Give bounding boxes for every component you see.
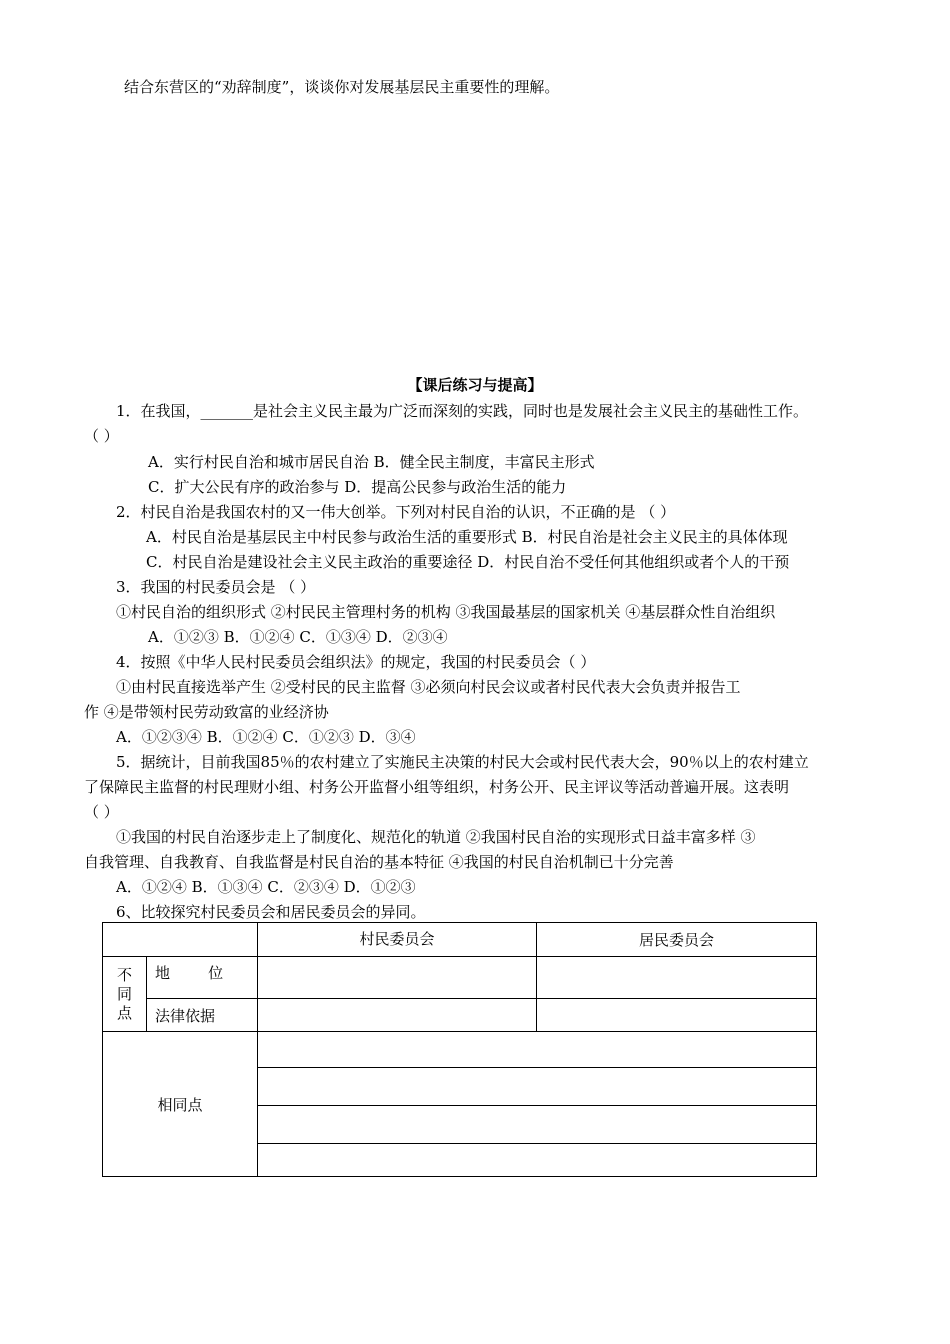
- q3-stem: 3．我国的村民委员会是 （ ）: [116, 578, 316, 596]
- status-village-answer-cell[interactable]: [258, 957, 537, 999]
- q4-items-line2: 作 ④是带领村民劳动致富的业经济协: [84, 703, 329, 721]
- similarities-answer-line-1[interactable]: [258, 1032, 817, 1068]
- q4-items-line1: ①由村民直接选举产生 ②受村民的民主监督 ③必须向村民会议或者村民代表大会负责并报告工: [116, 678, 741, 696]
- q4-stem: 4．按照《中华人民村民委员会组织法》的规定，我国的村民委员会（ ）: [116, 653, 596, 671]
- q5-stem-line2: 了保障民主监督的村民理财小组、村务公开监督小组等组织，村务公开、民主评议等活动普遍开展。这表明: [84, 778, 790, 796]
- q5-items-line2: 自我管理、自我教育、自我监督是村民自治的基本特征 ④我国的村民自治机制已十分完善: [84, 853, 674, 871]
- row-status-label: 地 位: [147, 957, 258, 999]
- status-resident-answer-cell[interactable]: [537, 957, 817, 999]
- q1-options-ab: A．实行村民自治和城市居民自治 B．健全民主制度，丰富民主形式: [148, 453, 595, 471]
- legal-resident-answer-cell[interactable]: [537, 999, 817, 1032]
- table-corner-cell: [103, 923, 258, 957]
- q5-stem-line1: 5．据统计，目前我国85％的农村建立了实施民主决策的村民大会或村民代表大会，90％以上的农村建立: [116, 753, 809, 771]
- differences-label-cell: [103, 957, 147, 1032]
- q6-stem: 6、比较探究村民委员会和居民委员会的异同。: [116, 903, 426, 921]
- header-village-committee: 村民委员会: [258, 923, 537, 957]
- q4-options: A．①②③④ B．①②④ C．①②③ D．③④: [116, 728, 416, 746]
- similarities-answer-line-4[interactable]: [258, 1144, 817, 1177]
- similarities-answer-line-3[interactable]: [258, 1106, 817, 1144]
- row-legal-basis-label: 法律依据: [147, 999, 258, 1032]
- q5-bracket: （ ）: [84, 803, 119, 821]
- q5-items-line1: ①我国的村民自治逐步走上了制度化、规范化的轨道 ②我国村民自治的实现形式日益丰富多样 ③: [116, 828, 756, 846]
- q2-stem: 2．村民自治是我国农村的又一伟大创举。下列对村民自治的认识，不正确的是 （ ）: [116, 503, 676, 521]
- q2-options-ab: A．村民自治是基层民主中村民参与政治生活的重要形式 B．村民自治是社会主义民主的具体体现: [146, 528, 788, 546]
- differences-label: 不同点: [116, 965, 132, 1022]
- section-title: 【课后练习与提高】: [407, 376, 543, 394]
- q1-options-cd: C．扩大公民有序的政治参与 D．提高公民参与政治生活的能力: [148, 478, 567, 496]
- essay-prompt: 结合东营区的“劝辞制度”，谈谈你对发展基层民主重要性的理解。: [124, 78, 560, 96]
- similarities-label: 相同点: [103, 1032, 258, 1177]
- q3-options: A．①②③ B．①②④ C．①③④ D．②③④: [148, 628, 448, 646]
- similarities-answer-line-2[interactable]: [258, 1068, 817, 1106]
- q2-options-cd: C．村民自治是建设社会主义民主政治的重要途径 D．村民自治不受任何其他组织或者个人的干预: [146, 553, 790, 571]
- q3-items: ①村民自治的组织形式 ②村民民主管理村务的机构 ③我国最基层的国家机关 ④基层群众性自治组织: [116, 603, 776, 621]
- comparison-table: [102, 922, 817, 1177]
- q1-bracket: （ ）: [84, 427, 119, 445]
- header-resident-committee: 居民委员会: [537, 923, 817, 957]
- q5-options: A．①②④ B．①③④ C．②③④ D．①②③: [116, 878, 416, 896]
- legal-village-answer-cell[interactable]: [258, 999, 537, 1032]
- q1-stem: 1．在我国，_______是社会主义民主最为广泛而深刻的实践，同时也是发展社会主义民主的基础性工作。: [116, 402, 809, 420]
